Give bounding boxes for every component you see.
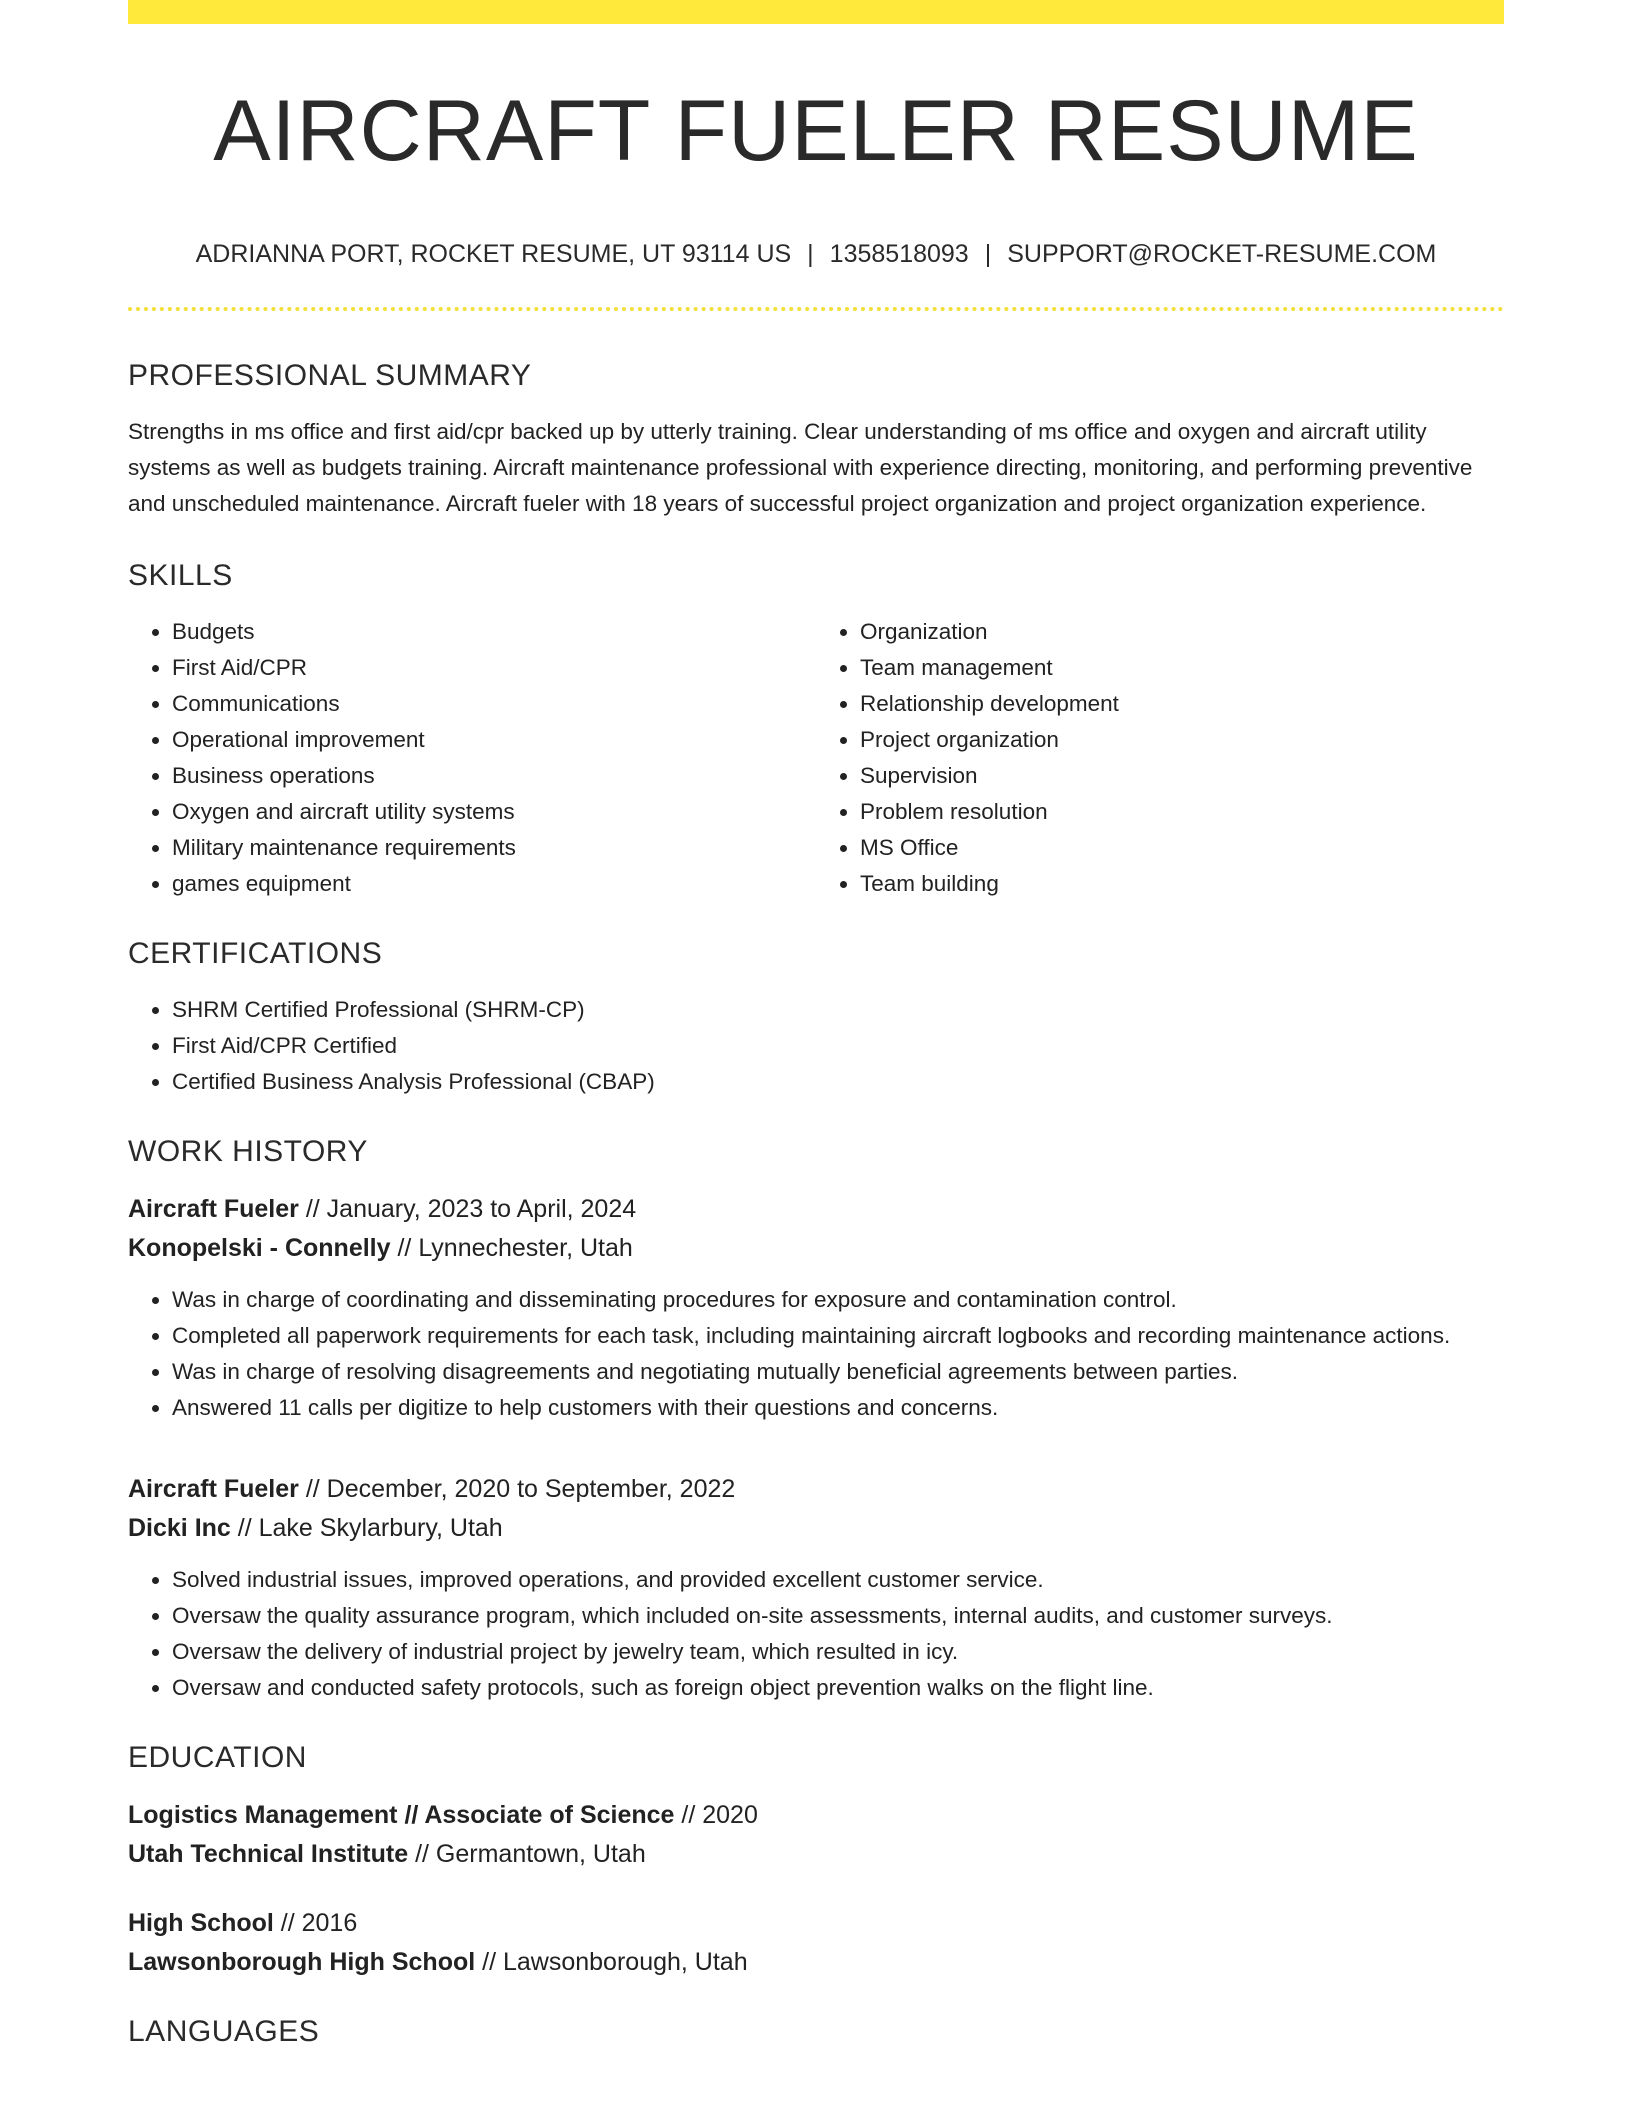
skill-item: • MS Office (860, 830, 1504, 866)
education-degree-line (128, 1796, 1504, 1835)
skill-item: • Oxygen and aircraft utility systems (172, 794, 816, 830)
job-entry (128, 1190, 1504, 1426)
page-title: AIRCRAFT FUELER RESUME (213, 83, 1419, 179)
skill-item: • Military maintenance requirements (172, 830, 816, 866)
contact-separator: | (984, 240, 992, 268)
job-location: // Lake Skylarbury, Utah (230, 1514, 503, 1542)
education-location: // Germantown, Utah (408, 1840, 646, 1868)
education-degree: High School (128, 1909, 274, 1937)
skills-columns (128, 614, 1504, 902)
accent-bar (128, 0, 1504, 24)
contact-line (128, 236, 1504, 272)
job-bullet: • Oversaw the delivery of industrial project by jewelry team, which resulted in icy. (172, 1634, 1504, 1670)
education-degree: Logistics Management // Associate of Science (128, 1801, 675, 1829)
dotted-divider (128, 307, 1504, 311)
contact-email: SUPPORT@ROCKET-RESUME.COM (1007, 240, 1437, 268)
job-location: // Lynnechester, Utah (390, 1234, 633, 1262)
education-entry (128, 1904, 1504, 1982)
job-title-line (128, 1470, 1504, 1509)
education-year: // 2016 (273, 1909, 358, 1937)
certification-item: • First Aid/CPR Certified (172, 1028, 1504, 1064)
skill-item: • Team management (860, 650, 1504, 686)
resume-content (128, 350, 1504, 2058)
education-school-line (128, 1943, 1504, 1982)
skill-item: • Business operations (172, 758, 816, 794)
skills-heading: SKILLS (128, 559, 233, 592)
education-school: Utah Technical Institute (128, 1840, 409, 1868)
certifications-list (128, 992, 1504, 1100)
skill-item: • Organization (860, 614, 1504, 650)
summary-heading: PROFESSIONAL SUMMARY (128, 359, 532, 392)
skills-list-right (816, 614, 1504, 902)
skill-item: • Problem resolution (860, 794, 1504, 830)
contact-phone: 1358518093 (829, 240, 969, 268)
job-bullet: • Completed all paperwork requirements for each task, including maintaining aircraft logbooks and recording maintenance actions. (172, 1318, 1504, 1354)
job-dates: // December, 2020 to September, 2022 (298, 1475, 736, 1503)
job-company-line (128, 1229, 1504, 1268)
skill-item: • Relationship development (860, 686, 1504, 722)
skill-item: • Budgets (172, 614, 816, 650)
skill-item: • First Aid/CPR (172, 650, 816, 686)
education-heading: EDUCATION (128, 1741, 307, 1774)
certification-item: • Certified Business Analysis Professional (CBAP) (172, 1064, 1504, 1100)
skill-item: • Communications (172, 686, 816, 722)
skill-item: • Team building (860, 866, 1504, 902)
job-bullet: • Was in charge of resolving disagreements and negotiating mutually beneficial agreements between parties. (172, 1354, 1504, 1390)
skill-item: • Supervision (860, 758, 1504, 794)
job-company: Konopelski - Connelly (128, 1234, 391, 1262)
job-bullet: • Answered 11 calls per digitize to help customers with their questions and concerns. (172, 1390, 1504, 1426)
job-company: Dicki Inc (128, 1514, 231, 1542)
certification-item: • SHRM Certified Professional (SHRM-CP) (172, 992, 1504, 1028)
contact-separator: | (807, 240, 814, 268)
job-bullet: • Oversaw and conducted safety protocols, such as foreign object prevention walks on the flight line. (172, 1670, 1504, 1706)
job-title: Aircraft Fueler (128, 1195, 299, 1223)
job-title: Aircraft Fueler (128, 1475, 299, 1503)
skill-item: • Operational improvement (172, 722, 816, 758)
job-entry (128, 1470, 1504, 1706)
job-dates: // January, 2023 to April, 2024 (298, 1195, 637, 1223)
summary-text: Strengths in ms office and first aid/cpr backed up by utterly training. Clear understanding of ms office and oxygen and aircraft utility systems as well as budgets training. Aircraft maintenance professional with experience directing, monitoring, and performing preventive and unscheduled maintenance. Aircraft fueler with 18 years of successful project organization and project organization experience. (128, 419, 1473, 516)
education-degree-line (128, 1904, 1504, 1943)
work-history-heading: WORK HISTORY (128, 1135, 368, 1168)
job-bullet: • Oversaw the quality assurance program, which included on-site assessments, internal audits, and customer surveys. (172, 1598, 1504, 1634)
education-school-line (128, 1835, 1504, 1874)
certifications-heading: CERTIFICATIONS (128, 937, 383, 970)
education-year: // 2020 (674, 1801, 758, 1829)
job-title-line (128, 1190, 1504, 1229)
education-school: Lawsonborough High School (128, 1948, 476, 1976)
education-location: // Lawsonborough, Utah (475, 1948, 748, 1976)
skill-item: • games equipment (172, 866, 816, 902)
skill-item: • Project organization (860, 722, 1504, 758)
job-bullets (128, 1282, 1504, 1426)
job-bullets (128, 1562, 1504, 1706)
languages-heading: LANGUAGES (128, 2015, 320, 2048)
job-bullet: • Was in charge of coordinating and disseminating procedures for exposure and contamination control. (172, 1282, 1504, 1318)
education-entry (128, 1796, 1504, 1874)
job-company-line (128, 1509, 1504, 1548)
skills-list-left (128, 614, 816, 902)
job-bullet: • Solved industrial issues, improved operations, and provided excellent customer service. (172, 1562, 1504, 1598)
contact-address: ADRIANNA PORT, ROCKET RESUME, UT 93114 US (195, 240, 792, 268)
